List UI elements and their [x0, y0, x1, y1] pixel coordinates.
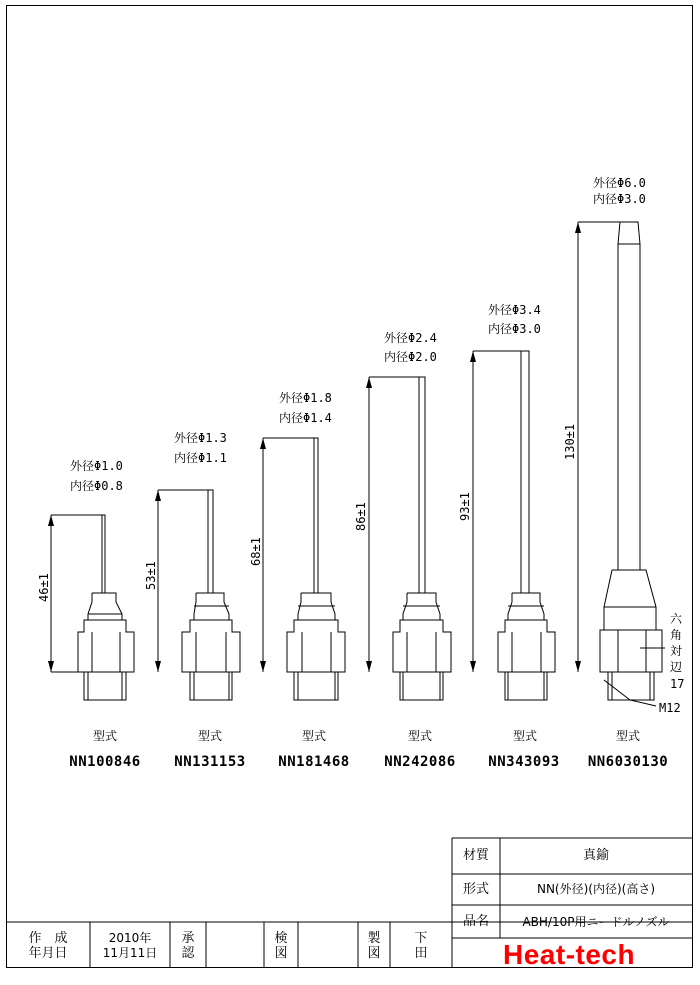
nozzle-4-outer-diameter: 外径Φ2.4: [384, 331, 437, 345]
nozzle-2-model-code: NN131153: [174, 754, 246, 770]
nozzle-5-inner-diameter: 内径Φ3.0: [488, 322, 541, 336]
nozzle-2-outer-diameter: 外径Φ1.3: [174, 431, 227, 445]
nozzle-6-drawing: [578, 222, 665, 706]
nozzle-3-outer-diameter: 外径Φ1.8: [279, 391, 332, 405]
nozzle-1-drawing: [51, 515, 134, 700]
product-value: ABH/10P用ニードルノズル: [522, 915, 670, 929]
nozzle-4-inner-diameter: 内径Φ2.0: [384, 350, 437, 364]
nozzle-4-caption: 型式: [407, 729, 432, 743]
check-label-2: 図: [274, 946, 288, 961]
nozzle-4-drawing: [369, 377, 451, 700]
approval-label-1: 承: [181, 931, 195, 946]
nozzle-5-outer-diameter: 外径Φ3.4: [488, 303, 541, 317]
hex-note-value: 17: [670, 677, 685, 691]
nozzle-5-caption: 型式: [512, 729, 537, 743]
nozzle-3-height: 68±1: [249, 537, 263, 566]
drafting-label-2: 図: [367, 946, 381, 961]
hex-note-char-1: 六: [670, 612, 683, 626]
nozzle-5-height: 93±1: [458, 492, 472, 521]
nozzle-3-inner-diameter: 内径Φ1.4: [279, 411, 332, 425]
date-year: 2010年: [108, 931, 152, 945]
nozzle-1-caption: 型式: [92, 729, 117, 743]
heat-tech-logo: Heat-tech: [503, 939, 636, 970]
material-label: 材質: [462, 848, 489, 863]
nozzle-5-drawing: [473, 351, 555, 700]
nozzle-6-outer-diameter: 外径Φ6.0: [593, 176, 646, 190]
nozzle-6-inner-diameter: 内径Φ3.0: [593, 192, 646, 206]
nozzle-2-caption: 型式: [197, 729, 222, 743]
drafting-label-1: 製: [367, 931, 381, 946]
nozzle-6-height: 130±1: [563, 423, 577, 460]
nozzle-2-height: 53±1: [144, 561, 158, 590]
nozzle-4-height: 86±1: [354, 502, 368, 531]
hex-note-char-3: 対: [670, 644, 683, 658]
date-month-day: 11月11日: [102, 946, 158, 960]
nozzle-3-drawing: [263, 438, 345, 700]
approval-label-2: 認: [181, 946, 195, 961]
product-label: 品名: [462, 914, 489, 929]
nozzle-1-height: 46±1: [37, 573, 51, 602]
nozzle-5-model-code: NN343093: [488, 754, 560, 770]
nozzle-6-model-code: NN6030130: [587, 754, 669, 770]
check-label-1: 検: [274, 931, 288, 946]
nozzle-1-outer-diameter: 外径Φ1.0: [70, 459, 123, 473]
author-date-label-1: 作 成: [28, 931, 68, 946]
author-date-label-2: 年月日: [28, 946, 68, 961]
nozzle-3-caption: 型式: [301, 729, 326, 743]
hex-note-char-4: 辺: [670, 660, 683, 674]
thread-note: M12: [659, 701, 681, 715]
nozzle-3-model-code: NN181468: [278, 754, 350, 770]
nozzle-4-model-code: NN242086: [384, 754, 456, 770]
nozzle-6-caption: 型式: [615, 729, 640, 743]
form-label: 形式: [462, 882, 489, 897]
nozzle-1-model-code: NN100846: [69, 754, 141, 770]
hex-note-char-2: 角: [670, 628, 683, 642]
nozzle-2-inner-diameter: 内径Φ1.1: [174, 451, 227, 465]
nozzle-1-inner-diameter: 内径Φ0.8: [70, 479, 123, 493]
form-value: NN(外径)(内径)(高さ): [536, 882, 656, 896]
drafter-name-1: 下: [414, 931, 428, 946]
nozzle-2-drawing: [158, 490, 240, 700]
material-value: 真鍮: [582, 848, 609, 863]
drafter-name-2: 田: [414, 946, 428, 961]
